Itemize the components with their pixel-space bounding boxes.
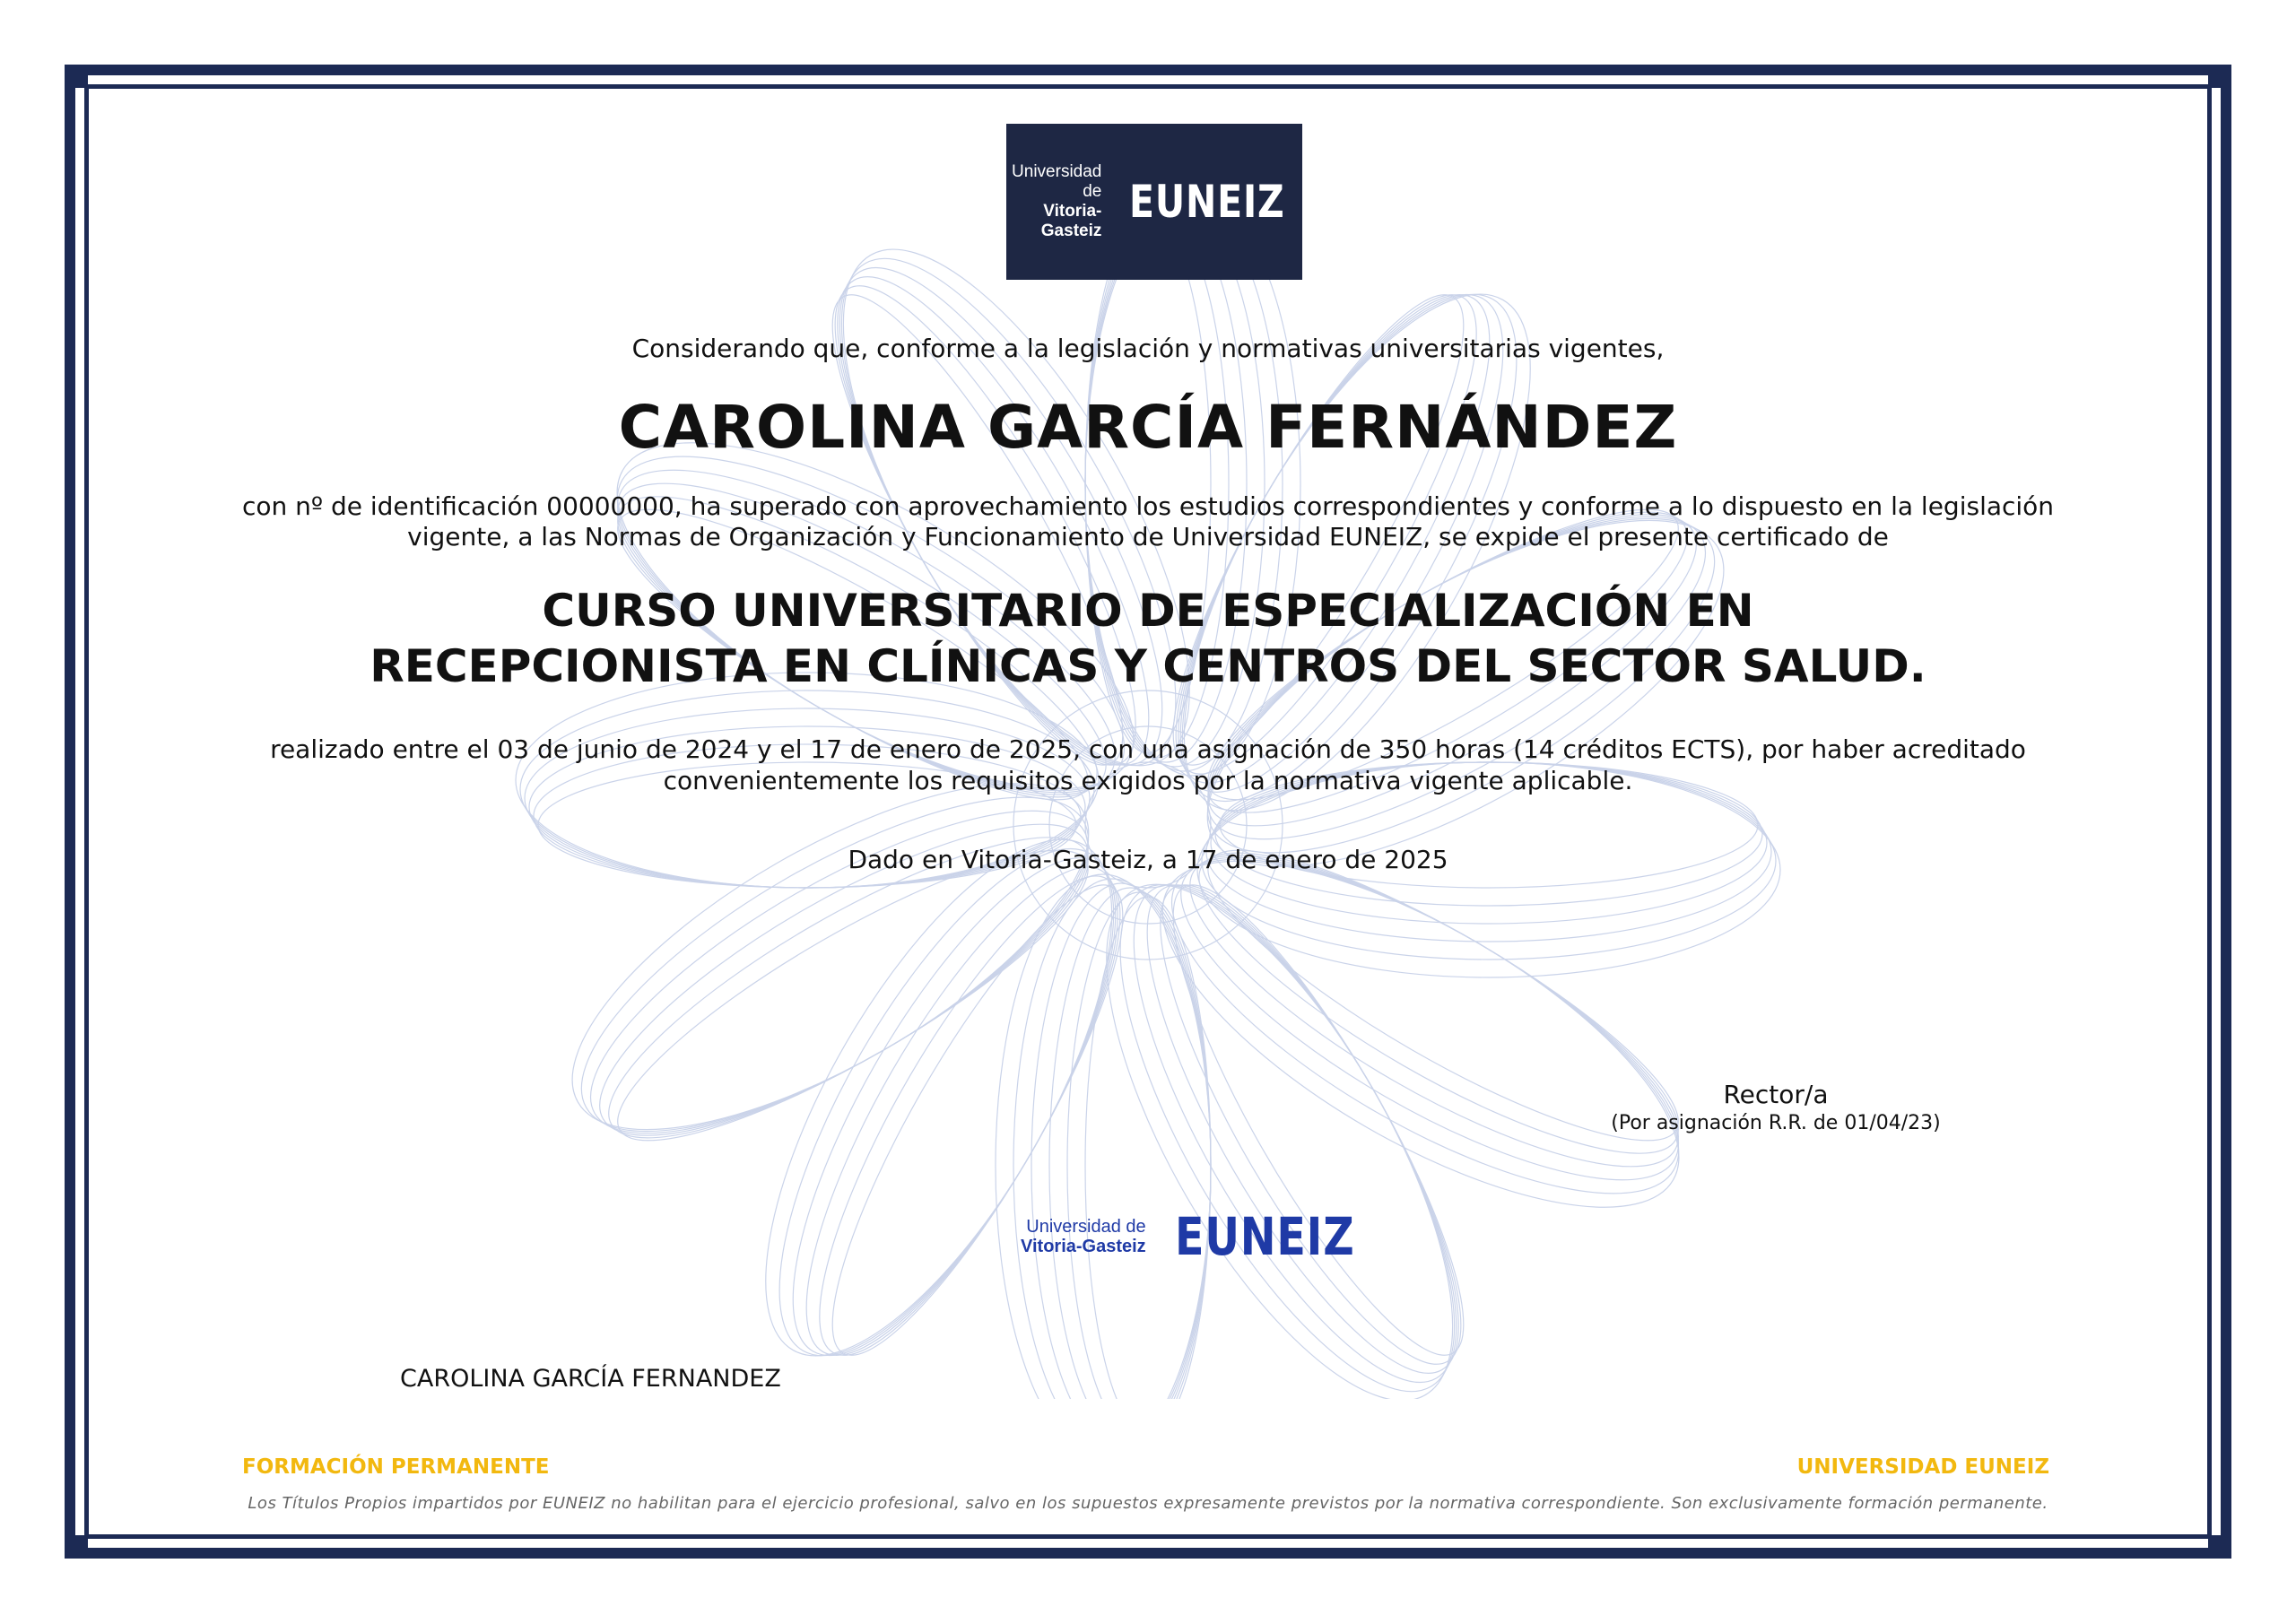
logo-subtitle: [1006, 162, 1101, 241]
logo-wordmark: EUNEIZ: [1129, 176, 1285, 228]
corner-ornament: [2208, 1535, 2231, 1559]
corner-ornament: [65, 1535, 88, 1559]
period-line: convenientemente los requisitos exigidos por la normativa vigente aplicable.: [663, 766, 1633, 795]
course-title: [0, 583, 2296, 694]
university-stamp-logo: [1021, 1206, 1374, 1267]
university-logo: [1006, 124, 1302, 280]
logo-line2: Vitoria-Gasteiz: [1021, 1237, 1146, 1256]
body-line: vigente, a las Normas de Organización y Funcionamiento de Universidad EUNEIZ, se expide el presente certificado de: [407, 522, 1889, 551]
logo-line2: Vitoria-Gasteiz: [1040, 202, 1102, 240]
signature-note: (Por asignación R.R. de 01/04/23): [1611, 1112, 1941, 1134]
course-title-line: RECEPCIONISTA EN CLÍNICAS Y CENTROS DEL SECTOR SALUD.: [370, 640, 1926, 692]
footer-program-label: FORMACIÓN PERMANENTE: [242, 1455, 550, 1479]
logo-subtitle: [1021, 1217, 1146, 1256]
course-title-line: CURSO UNIVERSITARIO DE ESPECIALIZACIÓN EN: [542, 585, 1754, 637]
certificate-intro: Considerando que, conforme a la legislación y normativas universitarias vigentes,: [631, 334, 1665, 363]
corner-ornament: [2208, 65, 2231, 88]
footer-disclaimer: Los Títulos Propios impartidos por EUNEIZ no habilitan para el ejercicio profesional, salvo en los supuestos expresamente previstos por la normativa correspondiente. Son exclusivamente formación permanente.: [248, 1494, 2048, 1513]
period-line: realizado entre el 03 de junio de 2024 y el 17 de enero de 2025, con una asignación de 350 horas (14 créditos ECTS), por haber acreditado: [270, 734, 2026, 764]
logo-line1: Universidad de: [1012, 162, 1102, 201]
holder-name: CAROLINA GARCÍA FERNANDEZ: [400, 1365, 781, 1393]
issue-date: Dado en Vitoria-Gasteiz, a 17 de enero de 2025: [848, 845, 1448, 874]
body-line: con nº de identificación 00000000, ha superado con aprovechamiento los estudios correspondientes y conforme a lo dispuesto en la legislación: [241, 491, 2055, 521]
footer-university-label: UNIVERSIDAD EUNEIZ: [1796, 1455, 2049, 1479]
logo-line1: Universidad de: [1026, 1217, 1146, 1237]
course-period: [0, 734, 2296, 796]
corner-ornament: [65, 65, 88, 88]
recipient-name: CAROLINA GARCÍA FERNÁNDEZ: [618, 393, 1678, 462]
logo-wordmark: EUNEIZ: [1174, 1206, 1355, 1267]
certificate-body: [0, 491, 2296, 552]
signature-title: Rector/a: [1723, 1080, 1829, 1109]
